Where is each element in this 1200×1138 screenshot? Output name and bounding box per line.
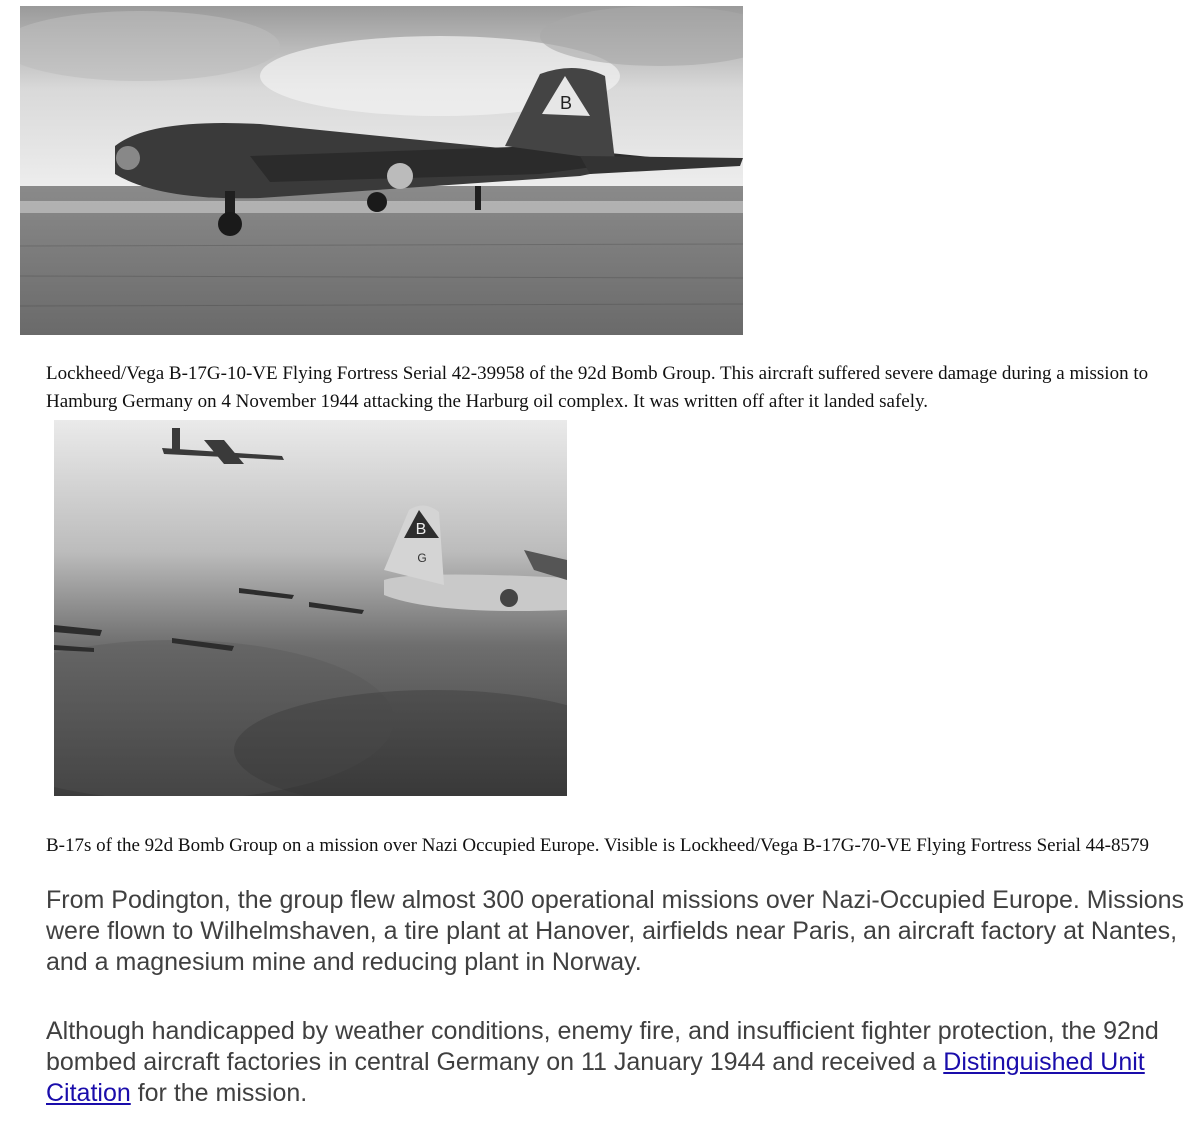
svg-text:B: B [415,521,427,538]
svg-text:G: G [417,551,427,565]
citation-text-after: for the mission. [130,1079,308,1107]
photo1-caption: Lockheed/Vega B-17G-10-VE Flying Fortress Serial 42-39958 of the 92d Bomb Group. This aircraft suffered severe damage during a mission to Hamburg Germany on 4 November 1944 attacking the Harburg oil complex. It was written off after it landed safely. [46,363,1149,412]
photo2-caption: B-17s of the 92d Bomb Group on a mission over Nazi Occupied Europe. Visible is Lockheed/Vega B-17G-70-VE Flying Fortress Serial 44-8579 [46,835,1149,856]
b17-parked-photo [20,6,743,335]
b17-formation-photo [54,420,567,796]
citation-text-before: Although handicapped by weather conditions, enemy fire, and insufficient fighter protection, the 92nd bombed aircraft factories in central Germany on 11 January 1944 and received a [46,1017,1159,1076]
distinguished-unit-citation-link[interactable]: Distinguished Unit Citation [46,1048,1145,1107]
svg-text:B: B [559,93,573,113]
citation-paragraph [46,1016,1196,1109]
missions-paragraph: From Podington, the group flew almost 300 operational missions over Nazi-Occupied Europe. Missions were flown to Wilhelmshaven, a tire plant at Hanover, airfields near Paris, an aircraft factory at Nantes, and a magnesium mine and reducing plant in Norway. [46,886,1185,976]
